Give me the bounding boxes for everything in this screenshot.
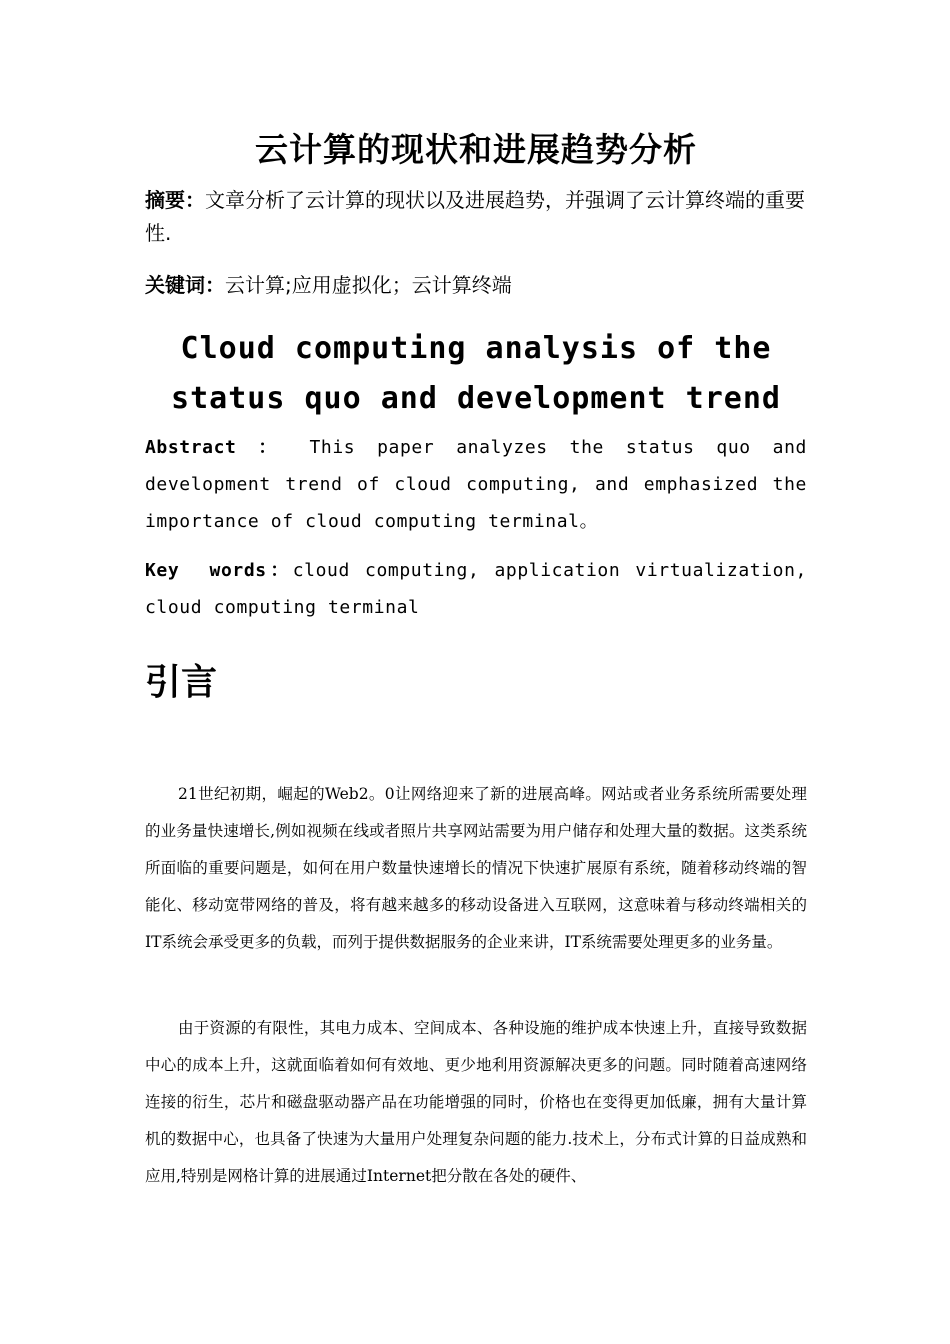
chinese-abstract-label: 摘要： [145,188,205,212]
english-title-line-2: status quo and development trend [171,381,781,416]
english-abstract-label: Abstract ： [145,437,288,458]
chinese-abstract-text: 文章分析了云计算的现状以及进展趋势，并强调了云计算终端的重要性. [145,188,805,245]
chinese-keywords-label: 关键词： [145,273,225,297]
english-title [145,324,807,424]
body-paragraph-1: 21世纪初期，崛起的Web2。0让网络迎来了新的进展高峰。网站或者业务系统所需要处理的业务量快速增长,例如视频在线或者照片共享网站需要为用户储存和处理大量的数据。这类系统所面临的重要问题是，如何在用户数量快速增长的情况下快速扩展原有系统，随着移动终端的智能化、移动宽带网络的普及，将有越来越多的移动设备进入互联网，这意味着与移动终端相关的IT系统会承受更多的负载，而列于提供数据服务的企业来讲，IT系统需要处理更多的业务量。 [145,785,807,951]
english-abstract-text: This paper analyzes the status quo and development trend of cloud computing, and emphasized the importance of cloud computing terminal。 [145,437,807,532]
chinese-abstract [145,184,807,250]
chinese-keywords-text: 云计算;应用虚拟化；云计算终端 [225,273,512,297]
chinese-title: 云计算的现状和进展趋势分析 [255,130,697,169]
english-keywords [145,552,807,626]
english-abstract [145,429,807,540]
english-keywords-label: Key words： [145,560,293,581]
english-keywords-text: cloud computing, application virtualization, cloud computing terminal [145,560,807,618]
chinese-keywords [145,269,807,302]
body-paragraph-2: 由于资源的有限性，其电力成本、空间成本、各种设施的维护成本快速上升，直接导致数据中心的成本上升，这就面临着如何有效地、更少地利用资源解决更多的问题。同时随着高速网络连接的衍生，芯片和磁盘驱动器产品在功能增强的同时，价格也在变得更加低廉，拥有大量计算机的数据中心，也具备了快速为大量用户处理复杂问题的能力.技术上，分布式计算的日益成熟和应用,特别是网格计算的进展通过Internet把分散在各处的硬件、 [145,1019,807,1185]
section-heading-introduction: 引言 [145,662,218,703]
english-title-line-1: Cloud computing analysis of the [180,331,772,366]
